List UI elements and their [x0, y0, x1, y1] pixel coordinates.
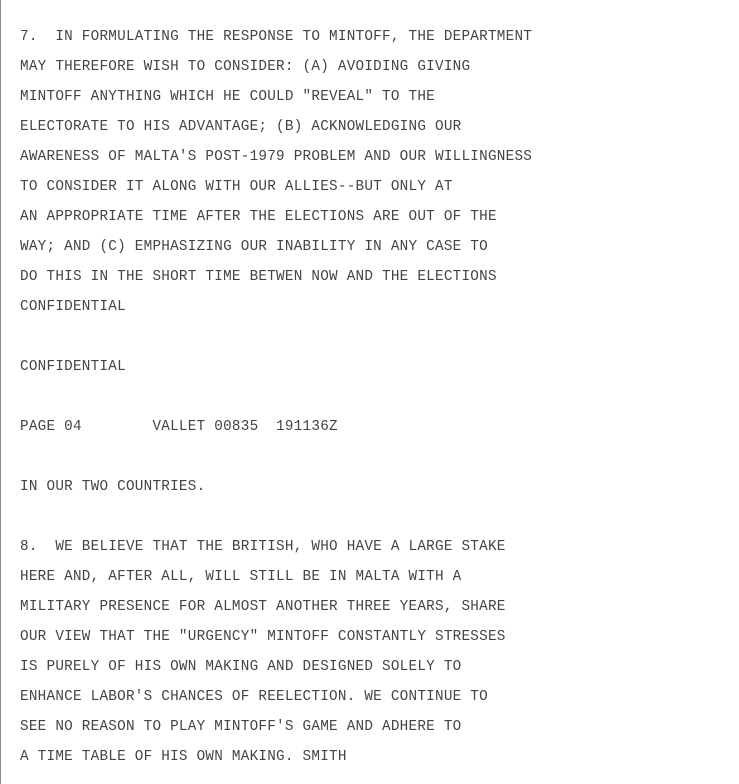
text-line: IN OUR TWO COUNTRIES. — [20, 479, 206, 495]
blank-line — [20, 382, 532, 412]
text-line: 7. IN FORMULATING THE RESPONSE TO MINTOFF, THE DEPARTMENT — [20, 29, 533, 45]
text-line: ENHANCE LABOR'S CHANCES OF REELECTION. WE CONTINUE TO — [20, 689, 488, 705]
classification-marking: CONFIDENTIAL — [20, 359, 126, 375]
text-line: TO CONSIDER IT ALONG WITH OUR ALLIES--BUT ONLY AT — [20, 179, 453, 195]
text-line: SEE NO REASON TO PLAY MINTOFF'S GAME AND ADHERE TO — [20, 719, 462, 735]
text-line: MAY THEREFORE WISH TO CONSIDER: (A) AVOIDING GIVING — [20, 59, 471, 75]
blank-line — [20, 442, 532, 472]
text-line: MILITARY PRESENCE FOR ALMOST ANOTHER THREE YEARS, SHARE — [20, 599, 506, 615]
blank-line — [20, 502, 532, 532]
blank-line — [20, 322, 532, 352]
text-line: A TIME TABLE OF HIS OWN MAKING. SMITH — [20, 749, 347, 765]
text-line: OUR VIEW THAT THE "URGENCY" MINTOFF CONSTANTLY STRESSES — [20, 629, 506, 645]
page-header: PAGE 04 VALLET 00835 191136Z — [20, 419, 338, 435]
cable-text — [20, 22, 532, 772]
text-line: AN APPROPRIATE TIME AFTER THE ELECTIONS ARE OUT OF THE — [20, 209, 497, 225]
text-line: DO THIS IN THE SHORT TIME BETWEN NOW AND THE ELECTIONS — [20, 269, 497, 285]
text-line: 8. WE BELIEVE THAT THE BRITISH, WHO HAVE A LARGE STAKE — [20, 539, 506, 555]
text-line: MINTOFF ANYTHING WHICH HE COULD "REVEAL" TO THE — [20, 89, 435, 105]
text-line: WAY; AND (C) EMPHASIZING OUR INABILITY IN ANY CASE TO — [20, 239, 488, 255]
classification-marking: CONFIDENTIAL — [20, 299, 126, 315]
text-line: AWARENESS OF MALTA'S POST-1979 PROBLEM AND OUR WILLINGNESS — [20, 149, 533, 165]
text-line: IS PURELY OF HIS OWN MAKING AND DESIGNED SOLELY TO — [20, 659, 462, 675]
text-line: ELECTORATE TO HIS ADVANTAGE; (B) ACKNOWLEDGING OUR — [20, 119, 462, 135]
text-line: HERE AND, AFTER ALL, WILL STILL BE IN MALTA WITH A — [20, 569, 462, 585]
